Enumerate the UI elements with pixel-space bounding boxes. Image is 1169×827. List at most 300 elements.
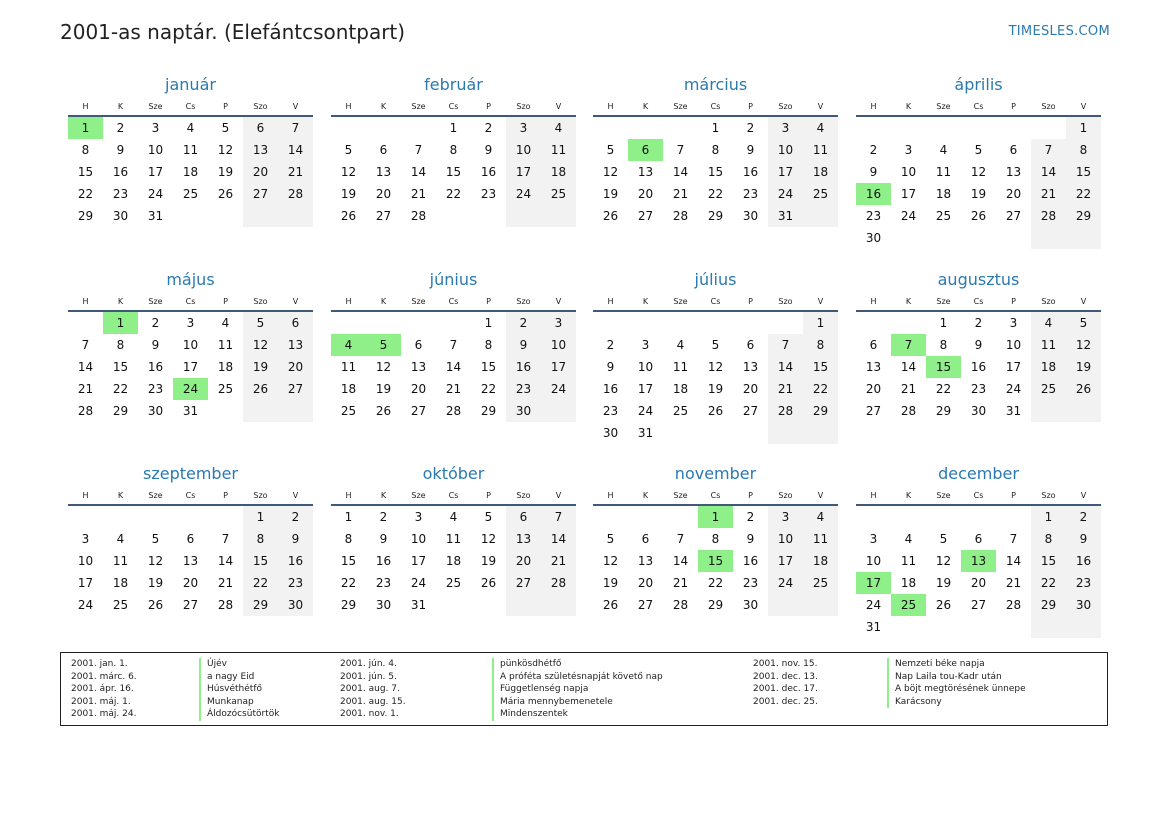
day-cell: 25 xyxy=(541,183,576,205)
day-cell: 20 xyxy=(243,161,278,183)
week-row xyxy=(68,334,313,356)
day-cell: 29 xyxy=(340,598,357,612)
day-cell: 1 xyxy=(484,316,493,330)
day-cell: 29 xyxy=(707,209,724,223)
empty-cell xyxy=(278,205,313,227)
day-cell: 11 xyxy=(803,139,838,161)
week-row xyxy=(68,183,313,205)
weekday-label: K xyxy=(117,296,124,306)
day-cell: 7 xyxy=(81,338,90,352)
legend-date: 2001. márc. 6. xyxy=(71,671,137,682)
week-row xyxy=(593,594,838,616)
week-row xyxy=(856,616,1101,638)
holiday-day-cell: 15 xyxy=(698,550,733,572)
empty-cell xyxy=(628,312,663,334)
weekday-label: P xyxy=(748,296,753,306)
weekday-label: Szo xyxy=(778,101,793,111)
weekday-label: K xyxy=(117,101,124,111)
week-row xyxy=(593,422,838,444)
empty-cell xyxy=(68,506,103,528)
day-cell: 13 xyxy=(1005,165,1022,179)
day-cell: 5 xyxy=(484,510,493,524)
weekday-label: H xyxy=(82,490,89,500)
day-cell: 30 xyxy=(970,404,987,418)
legend-names-col-3 xyxy=(887,658,1026,708)
weekday-header xyxy=(593,486,838,506)
month-name: március xyxy=(683,75,748,94)
day-cell: 19 xyxy=(340,187,357,201)
day-cell: 4 xyxy=(803,506,838,528)
day-cell: 4 xyxy=(221,316,230,330)
weekday-label: H xyxy=(82,296,89,306)
legend-date: 2001. nov. 15. xyxy=(753,659,818,669)
day-cell: 6 xyxy=(869,338,878,352)
day-cell: 2 xyxy=(484,121,493,135)
day-cell: 8 xyxy=(803,334,838,356)
day-cell: 8 xyxy=(939,338,948,352)
day-cell: 20 xyxy=(865,382,882,396)
day-cell: 26 xyxy=(602,598,619,612)
day-cell: 17 xyxy=(1005,360,1022,374)
day-cell: 18 xyxy=(541,161,576,183)
weekday-label: K xyxy=(905,296,912,306)
day-cell: 13 xyxy=(278,334,313,356)
empty-cell xyxy=(996,227,1031,249)
day-cell: 16 xyxy=(602,382,619,396)
day-cell: 21 xyxy=(217,576,234,590)
day-cell: 25 xyxy=(340,404,357,418)
day-cell: 21 xyxy=(541,550,576,572)
week-row xyxy=(593,139,838,161)
day-cell: 28 xyxy=(410,209,427,223)
day-cell: 28 xyxy=(541,572,576,594)
day-cell: 22 xyxy=(77,187,94,201)
day-cell: 9 xyxy=(278,528,313,550)
weekday-header xyxy=(593,97,838,117)
day-cell: 23 xyxy=(742,187,759,201)
legend-date: 2001. aug. 7. xyxy=(340,684,400,694)
weekday-label: V xyxy=(1080,490,1087,500)
day-cell: 20 xyxy=(970,576,987,590)
holiday-day-cell: 7 xyxy=(891,334,926,356)
day-cell: 26 xyxy=(602,209,619,223)
day-cell: 25 xyxy=(803,572,838,594)
day-cell: 5 xyxy=(221,121,230,135)
empty-cell xyxy=(471,594,506,616)
day-cell: 23 xyxy=(865,209,882,223)
day-cell: 2 xyxy=(746,510,755,524)
day-cell: 10 xyxy=(182,338,199,352)
day-cell: 12 xyxy=(602,554,619,568)
day-cell: 6 xyxy=(1009,143,1018,157)
weekday-label: K xyxy=(380,490,387,500)
day-cell: 2 xyxy=(506,312,541,334)
weekday-label: P xyxy=(1011,296,1016,306)
day-cell: 5 xyxy=(606,532,615,546)
week-row xyxy=(331,506,576,528)
day-cell: 5 xyxy=(344,143,353,157)
empty-cell xyxy=(803,205,838,227)
day-cell: 27 xyxy=(243,183,278,205)
day-cell: 9 xyxy=(869,165,878,179)
weekday-header xyxy=(593,292,838,312)
day-cell: 22 xyxy=(340,576,357,590)
day-cell: 22 xyxy=(803,378,838,400)
week-row xyxy=(856,183,1101,205)
day-cell: 15 xyxy=(480,360,497,374)
day-cell: 13 xyxy=(182,554,199,568)
day-cell: 23 xyxy=(375,576,392,590)
empty-cell xyxy=(436,312,471,334)
empty-cell xyxy=(541,205,576,227)
day-cell: 14 xyxy=(77,360,94,374)
day-cell: 26 xyxy=(243,378,278,400)
day-cell: 18 xyxy=(900,576,917,590)
legend-holiday-name: Nap Laila tou-Kadr után xyxy=(887,671,1026,684)
day-cell: 9 xyxy=(746,143,755,157)
day-cell: 10 xyxy=(77,554,94,568)
day-cell: 16 xyxy=(480,165,497,179)
weekday-label: Szo xyxy=(516,490,531,500)
weekday-header xyxy=(68,292,313,312)
legend-date: 2001. nov. 1. xyxy=(340,709,399,719)
day-cell: 7 xyxy=(414,143,423,157)
day-cell: 18 xyxy=(217,360,234,374)
day-cell: 16 xyxy=(1066,550,1101,572)
weekday-label: Szo xyxy=(1041,490,1056,500)
day-cell: 30 xyxy=(742,598,759,612)
day-cell: 14 xyxy=(1005,554,1022,568)
legend-holiday-name: A próféta születésnapját követő nap xyxy=(492,671,663,684)
day-cell: 27 xyxy=(182,598,199,612)
day-cell: 28 xyxy=(672,209,689,223)
weekday-label: P xyxy=(748,101,753,111)
day-cell: 24 xyxy=(900,209,917,223)
day-cell: 4 xyxy=(186,121,195,135)
day-cell: 11 xyxy=(1031,334,1066,356)
day-cell: 12 xyxy=(217,143,234,157)
weekday-label: K xyxy=(380,101,387,111)
day-cell: 1 xyxy=(1066,117,1101,139)
month-name: július xyxy=(694,270,737,289)
day-cell: 2 xyxy=(974,316,983,330)
empty-cell xyxy=(331,117,366,139)
day-cell: 15 xyxy=(1031,550,1066,572)
day-cell: 24 xyxy=(541,378,576,400)
week-row xyxy=(68,312,313,334)
empty-cell xyxy=(506,594,541,616)
day-cell: 25 xyxy=(217,382,234,396)
empty-cell xyxy=(926,117,961,139)
day-cell: 12 xyxy=(935,554,952,568)
empty-cell xyxy=(471,205,506,227)
day-cell: 14 xyxy=(768,356,803,378)
week-row xyxy=(593,312,838,334)
legend-holiday-name: Karácsony xyxy=(887,696,1026,709)
day-cell: 11 xyxy=(182,143,199,157)
day-cell: 8 xyxy=(344,532,353,546)
day-cell: 3 xyxy=(768,506,803,528)
week-row xyxy=(856,378,1101,400)
legend-holiday-name: Mária mennybemenetele xyxy=(492,696,663,709)
weekday-label: V xyxy=(555,490,562,500)
day-cell: 9 xyxy=(1066,528,1101,550)
day-cell: 13 xyxy=(637,554,654,568)
day-cell: 9 xyxy=(606,360,615,374)
week-row xyxy=(593,572,838,594)
day-cell: 17 xyxy=(506,161,541,183)
weekday-label: Cs xyxy=(448,101,459,111)
holiday-day-cell: 16 xyxy=(856,183,891,205)
weekday-label: K xyxy=(905,101,912,111)
day-cell: 22 xyxy=(707,187,724,201)
legend-holiday-name: Áldozócsütörtök xyxy=(199,708,279,721)
day-cell: 29 xyxy=(1031,594,1066,616)
empty-cell xyxy=(996,117,1031,139)
legend-date: 2001. dec. 17. xyxy=(753,684,818,694)
day-cell: 25 xyxy=(182,187,199,201)
day-cell: 12 xyxy=(707,360,724,374)
day-cell: 16 xyxy=(970,360,987,374)
day-cell: 3 xyxy=(186,316,195,330)
empty-cell xyxy=(768,422,803,444)
day-cell: 19 xyxy=(707,382,724,396)
empty-cell xyxy=(733,422,768,444)
day-cell: 1 xyxy=(449,121,458,135)
week-row xyxy=(856,594,1101,616)
day-cell: 27 xyxy=(506,572,541,594)
day-cell: 23 xyxy=(970,382,987,396)
day-cell: 12 xyxy=(970,165,987,179)
day-cell: 16 xyxy=(506,356,541,378)
weekday-label: Sze xyxy=(936,101,951,111)
weekday-label: V xyxy=(817,490,824,500)
month-10 xyxy=(331,462,576,616)
day-cell: 7 xyxy=(278,117,313,139)
empty-cell xyxy=(698,312,733,334)
empty-cell xyxy=(803,422,838,444)
brand-link[interactable]: TIMESLES.COM xyxy=(1008,24,1110,39)
month-12 xyxy=(856,462,1101,638)
day-cell: 18 xyxy=(803,161,838,183)
day-cell: 1 xyxy=(1031,506,1066,528)
day-cell: 10 xyxy=(541,334,576,356)
empty-cell xyxy=(173,506,208,528)
legend-holiday-name: Függetlenség napja xyxy=(492,683,663,696)
empty-cell xyxy=(593,312,628,334)
week-row xyxy=(331,334,576,356)
day-cell: 13 xyxy=(637,165,654,179)
day-cell: 26 xyxy=(970,209,987,223)
day-cell: 14 xyxy=(445,360,462,374)
weekday-label: H xyxy=(607,101,614,111)
week-row xyxy=(68,117,313,139)
day-cell: 20 xyxy=(742,382,759,396)
month-8 xyxy=(856,268,1101,422)
day-cell: 28 xyxy=(768,400,803,422)
week-row xyxy=(68,356,313,378)
weekday-label: P xyxy=(1011,490,1016,500)
empty-cell xyxy=(663,506,698,528)
week-row xyxy=(593,506,838,528)
week-row xyxy=(593,205,838,227)
legend-names-col-2 xyxy=(492,658,663,721)
weekday-label: Sze xyxy=(936,490,951,500)
legend-date: 2001. jún. 5. xyxy=(340,671,397,682)
day-cell: 22 xyxy=(935,382,952,396)
week-row xyxy=(856,550,1101,572)
day-cell: 3 xyxy=(151,121,160,135)
day-cell: 18 xyxy=(445,554,462,568)
month-6 xyxy=(331,268,576,422)
day-cell: 6 xyxy=(278,312,313,334)
day-cell: 13 xyxy=(506,528,541,550)
weekday-label: P xyxy=(748,490,753,500)
day-cell: 19 xyxy=(480,554,497,568)
empty-cell xyxy=(698,422,733,444)
weekday-label: Cs xyxy=(973,490,984,500)
day-cell: 5 xyxy=(711,338,720,352)
weekday-label: Sze xyxy=(411,101,426,111)
day-cell: 31 xyxy=(865,620,882,634)
day-cell: 3 xyxy=(541,312,576,334)
empty-cell xyxy=(1031,117,1066,139)
weekday-label: Szo xyxy=(778,490,793,500)
empty-cell xyxy=(891,506,926,528)
week-row xyxy=(68,528,313,550)
week-row xyxy=(68,161,313,183)
day-cell: 6 xyxy=(186,532,195,546)
month-7 xyxy=(593,268,838,444)
week-row xyxy=(68,205,313,227)
day-cell: 12 xyxy=(480,532,497,546)
weekday-label: H xyxy=(345,296,352,306)
day-cell: 16 xyxy=(112,165,129,179)
legend-holiday-name: Húsvéthétfő xyxy=(199,683,279,696)
week-row xyxy=(593,550,838,572)
weekday-label: P xyxy=(486,101,491,111)
day-cell: 13 xyxy=(243,139,278,161)
day-cell: 2 xyxy=(379,510,388,524)
day-cell: 9 xyxy=(746,532,755,546)
day-cell: 30 xyxy=(865,231,882,245)
weekday-label: Sze xyxy=(673,101,688,111)
weekday-label: Szo xyxy=(516,296,531,306)
day-cell: 21 xyxy=(768,378,803,400)
day-cell: 1 xyxy=(939,316,948,330)
day-cell: 12 xyxy=(243,334,278,356)
weekday-label: Cs xyxy=(973,296,984,306)
legend-dates-col-3 xyxy=(753,658,818,708)
weekday-label: V xyxy=(292,490,299,500)
day-cell: 4 xyxy=(449,510,458,524)
empty-cell xyxy=(366,312,401,334)
empty-cell xyxy=(996,506,1031,528)
day-cell: 27 xyxy=(865,404,882,418)
empty-cell xyxy=(506,205,541,227)
day-cell: 22 xyxy=(445,187,462,201)
day-cell: 19 xyxy=(217,165,234,179)
weekday-label: Szo xyxy=(516,101,531,111)
week-row xyxy=(331,139,576,161)
empty-cell xyxy=(1066,616,1101,638)
day-cell: 9 xyxy=(506,334,541,356)
day-cell: 8 xyxy=(1066,139,1101,161)
day-cell: 8 xyxy=(243,528,278,550)
day-cell: 19 xyxy=(970,187,987,201)
legend-dates-col-1 xyxy=(71,658,137,721)
day-cell: 3 xyxy=(414,510,423,524)
day-cell: 11 xyxy=(217,338,234,352)
month-9 xyxy=(68,462,313,616)
day-cell: 19 xyxy=(375,382,392,396)
day-cell: 4 xyxy=(116,532,125,546)
day-cell: 19 xyxy=(1066,356,1101,378)
day-cell: 6 xyxy=(243,117,278,139)
day-cell: 3 xyxy=(768,117,803,139)
week-row xyxy=(331,528,576,550)
weekday-label: H xyxy=(607,296,614,306)
day-cell: 30 xyxy=(602,426,619,440)
weekday-label: P xyxy=(1011,101,1016,111)
day-cell: 13 xyxy=(742,360,759,374)
weekday-label: V xyxy=(555,296,562,306)
day-cell: 24 xyxy=(768,183,803,205)
empty-cell xyxy=(891,227,926,249)
day-cell: 19 xyxy=(602,576,619,590)
month-name: április xyxy=(954,75,1003,94)
day-cell: 3 xyxy=(869,532,878,546)
holiday-day-cell: 24 xyxy=(173,378,208,400)
weekday-label: Cs xyxy=(448,490,459,500)
weekday-label: Sze xyxy=(673,296,688,306)
legend-holiday-name: pünkösdhétfő xyxy=(492,658,663,671)
day-cell: 11 xyxy=(672,360,689,374)
weekday-label: K xyxy=(905,490,912,500)
weekday-label: K xyxy=(642,490,649,500)
week-row xyxy=(856,334,1101,356)
week-row xyxy=(856,227,1101,249)
empty-cell xyxy=(1031,227,1066,249)
day-cell: 26 xyxy=(707,404,724,418)
day-cell: 2 xyxy=(1066,506,1101,528)
day-cell: 7 xyxy=(221,532,230,546)
day-cell: 15 xyxy=(1066,161,1101,183)
week-row xyxy=(856,161,1101,183)
day-cell: 7 xyxy=(1031,139,1066,161)
day-cell: 5 xyxy=(151,532,160,546)
day-cell: 10 xyxy=(768,139,803,161)
day-cell: 10 xyxy=(506,139,541,161)
day-cell: 29 xyxy=(480,404,497,418)
weekday-label: K xyxy=(117,490,124,500)
weekday-label: V xyxy=(1080,296,1087,306)
month-2 xyxy=(331,73,576,227)
page-title: 2001-as naptár. (Elefántcsontpart) xyxy=(60,20,406,44)
day-cell: 8 xyxy=(711,143,720,157)
day-cell: 14 xyxy=(278,139,313,161)
day-cell: 22 xyxy=(480,382,497,396)
week-row xyxy=(856,400,1101,422)
month-5 xyxy=(68,268,313,422)
day-cell: 20 xyxy=(1005,187,1022,201)
day-cell: 27 xyxy=(637,598,654,612)
weekday-label: Szo xyxy=(253,296,268,306)
day-cell: 30 xyxy=(506,400,541,422)
day-cell: 10 xyxy=(1005,338,1022,352)
day-cell: 24 xyxy=(147,187,164,201)
empty-cell xyxy=(926,227,961,249)
